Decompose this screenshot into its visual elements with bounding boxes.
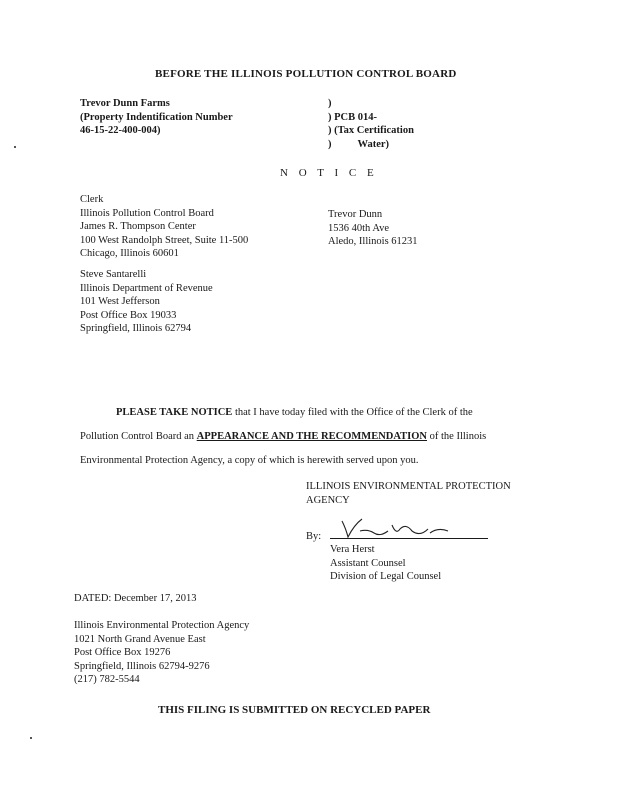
caption-line: Trevor Dunn Farms <box>80 98 170 109</box>
signer-block <box>330 543 441 584</box>
case-caption-number <box>328 97 414 151</box>
signature-line <box>330 538 488 539</box>
notice-paragraph <box>80 404 535 470</box>
caption-line: ) PCB 014- <box>328 111 377 123</box>
filing-title: APPEARANCE AND THE RECOMMENDATION <box>196 431 428 442</box>
by-label: By: <box>306 531 322 542</box>
address-line: Steve Santarelli <box>80 269 147 280</box>
agency-line: AGENCY <box>306 494 350 506</box>
document-title: BEFORE THE ILLINOIS POLLUTION CONTROL BOARD <box>155 68 457 80</box>
address-line: Chicago, Illinois 60601 <box>80 248 179 259</box>
notice-heading: N O T I C E <box>280 167 378 179</box>
address-line: Trevor Dunn <box>328 209 383 220</box>
case-caption-parties <box>80 97 233 138</box>
address-line: (217) 782-5544 <box>74 674 140 685</box>
address-line: Illinois Pollution Control Board <box>80 207 214 219</box>
address-line: Springfield, Illinois 62794-9276 <box>74 660 210 672</box>
address-line: Illinois Environmental Protection Agency <box>74 620 250 631</box>
scan-speck <box>14 146 16 148</box>
address-line: James R. Thompson Center <box>80 221 196 232</box>
address-dunn <box>328 208 418 249</box>
caption-line: ) Water) <box>328 138 390 150</box>
address-line: Post Office Box 19033 <box>80 309 177 321</box>
notice-text: that I have today filed with the Office of the Clerk of the <box>232 407 473 418</box>
notice-text: Pollution Control Board an <box>80 431 197 442</box>
agency-name-block <box>306 480 511 507</box>
address-line: Post Office Box 19276 <box>74 647 171 658</box>
address-line: Aledo, Illinois 61231 <box>328 236 418 247</box>
caption-line: (Property Indentification Number <box>80 111 233 123</box>
notice-text: Environmental Protection Agency, a copy of which is herewith served upon you. <box>80 455 419 466</box>
address-line: Illinois Department of Revenue <box>80 282 213 294</box>
address-line: 101 West Jefferson <box>80 296 160 307</box>
agency-line: ILLINOIS ENVIRONMENTAL PROTECTION <box>306 481 511 492</box>
caption-line: ) (Tax Certification <box>328 125 414 136</box>
address-revenue <box>80 268 213 336</box>
signer-line: Division of Legal Counsel <box>330 571 442 582</box>
notice-text: of the Illinois <box>427 431 487 442</box>
agency-address <box>74 619 249 687</box>
address-clerk <box>80 193 248 261</box>
notice-lead: PLEASE TAKE NOTICE <box>116 407 233 418</box>
address-line: Springfield, Illinois 62794 <box>80 323 192 334</box>
address-line: 1021 North Grand Avenue East <box>74 633 206 645</box>
address-line: 100 West Randolph Street, Suite 11-500 <box>80 234 249 246</box>
dated-line: DATED: December 17, 2013 <box>74 593 197 604</box>
caption-line: 46-15-22-400-004) <box>80 125 161 136</box>
signer-line: Vera Herst <box>330 544 375 555</box>
recycled-paper-footer: THIS FILING IS SUBMITTED ON RECYCLED PAPER <box>158 704 431 716</box>
signer-line: Assistant Counsel <box>330 557 406 569</box>
scan-speck <box>30 737 32 739</box>
address-line: 1536 40th Ave <box>328 222 390 234</box>
address-line: Clerk <box>80 194 104 205</box>
caption-line: ) <box>328 98 332 109</box>
